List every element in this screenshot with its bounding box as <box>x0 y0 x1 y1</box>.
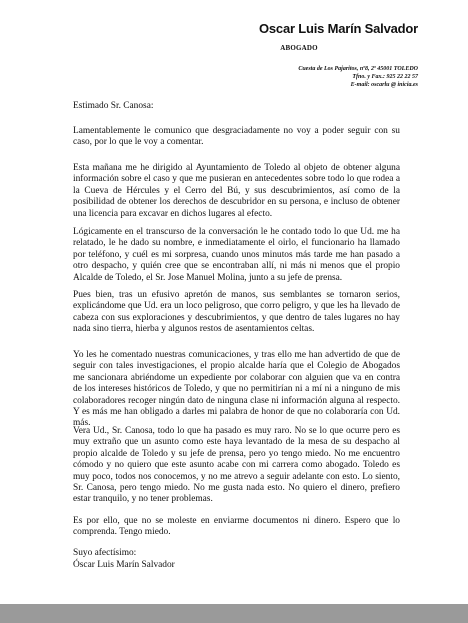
letter-paragraph-4: Pues bien, tras un efusivo apretón de manos, sus semblantes se tornaron serios, explicándome que Ud. era un loco peligroso, que corro peligro, y que les ha llevado de cabeza con sus exploraciones y descubrimientos, y que dentro de tales lugares no hay nada sino tierra, hierba y algunos restos de asentamientos celtas. <box>73 290 400 335</box>
letter-greeting: Estimado Sr. Canosa: <box>73 101 154 111</box>
letter-paragraph-6: Vera Ud., Sr. Canosa, todo lo que ha pasado es muy raro. No se lo que ocurre pero es muy extraño que un asunto como este haya levantado de la mesa de su despacho al propio alcalde de Toledo y su jefe de prensa, pero yo tengo miedo. No me encuentro cómodo y no quiero que este asunto acabe con mi carrera como abogado. Toledo es muy poco, todos nos conocemos, y no me atrevo a seguir adelante con esto. Lo siento, Sr. Canosa, pero tengo miedo. No me gusta nada esto. No quiero el dinero, prefiero estar tranquilo, y no tener problemas. <box>73 426 400 505</box>
sender-address: Cuesta de Los Pajaritos, nº8, 2º 45001 TOLEDO <box>298 66 418 72</box>
letter-paragraph-3: Lógicamente en el transcurso de la conversación le he contado todo lo que Ud. me ha relatado, le he dado su nombre, e inmediatamente el oirlo, el funcionario ha llamado por teléfono, y cuél es mi sorpresa, cuando unos minutos más tarde me han pasado a otro despacho, y quién cree que se encontraban allí, ni más ni menos que el propio Alcalde de Toledo, el Sr. Jose Manuel Molina, junto a su jefe de prensa. <box>73 227 400 283</box>
letter-paragraph-2: Esta mañana me he dirigido al Ayuntamiento de Toledo al objeto de obtener alguna información sobre el caso y que me pusieran en antecedentes sobre todo lo que rodea a la Cueva de Hércules y el Cerro del Bú, y sus descubrimientos, así como de la posibilidad de obtener los derechos de descubridor en su persona, e incluso de obtener una licencia para excavar en dichos lugares al efecto. <box>73 163 400 219</box>
sender-phone: Tfno. y Fax.: 925 22 22 57 <box>352 74 418 80</box>
sender-name: Oscar Luis Marín Salvador <box>258 21 418 36</box>
letter-paragraph-1: Lamentablemente le comunico que desgraciadamente no voy a poder seguir con su caso, por lo que le voy a comentar. <box>73 126 400 148</box>
letter-closing: Suyo afectísimo: <box>73 548 137 558</box>
letter-paragraph-7: Es por ello, que no se moleste en enviarme documentos ni dinero. Espero que lo comprenda. Tengo miedo. <box>73 516 400 538</box>
sender-title: ABOGADO <box>280 44 318 52</box>
letter-paragraph-5: Yo les he comentado nuestras comunicaciones, y tras ello me han advertido de que de seguir con tales investigaciones, el propio alcalde haría que el Colegio de Abogados me sancionara abriéndome un expediente por colaborar con alguien que va en contra de los intereses históricos de Toledo, y que no permitirían ni a mí ni a ninguno de mis colaboradores recoger ningún dato de ninguna clase ni información alguna al respecto. Y es más me han obligado a darles mi palabra de honor de que no colaboraría con Ud. más. <box>73 350 400 429</box>
letter-signature: Óscar Luis Marín Salvador <box>73 560 175 570</box>
sender-email: E-mail: oscarlu @ inicia.es <box>350 82 418 88</box>
viewer-bottom-bar <box>0 604 468 623</box>
